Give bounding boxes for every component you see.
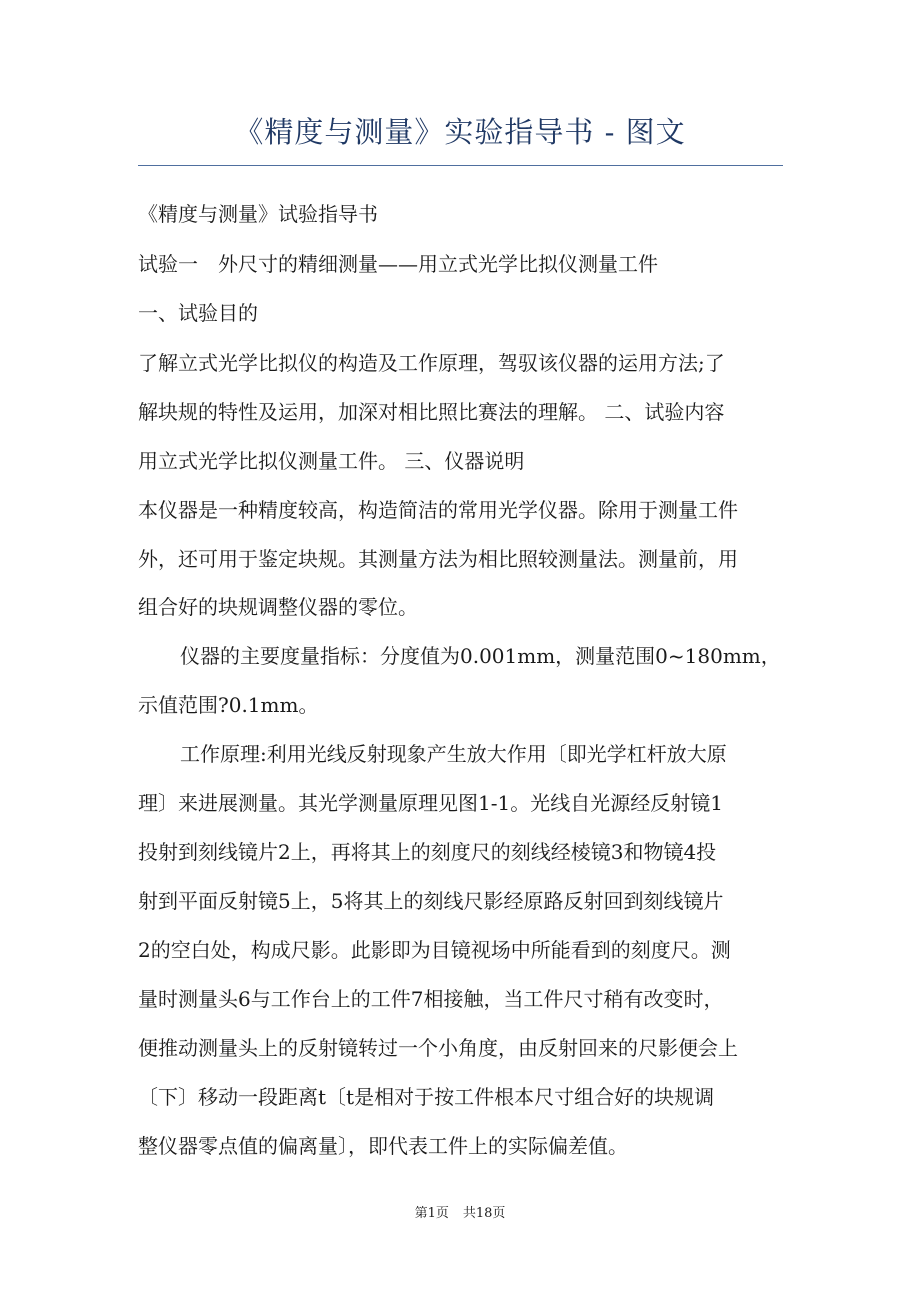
paragraph-line: 量时测量头6与工作台上的工件7相接触，当工件尺寸稍有改变时， — [138, 987, 724, 1011]
paragraph-line: 射到平面反射镜5上，5将其上的刻线尺影经原路反射回到刻线镜片 — [138, 889, 724, 913]
document-title: 《精度与测量》实验指导书 - 图文 — [234, 115, 686, 149]
title-divider — [138, 165, 783, 166]
page-number: 第1页 — [414, 1206, 449, 1221]
paragraph-line: 便推动测量头上的反射镜转过一个小角度，由反射回来的尺影便会上 — [138, 1036, 738, 1060]
paragraph-line: 工作原理:利用光线反射现象产生放大作用〔即光学杠杆放大原 — [180, 742, 727, 766]
paragraph-line: 本仪器是一种精度较高，构造简洁的常用光学仪器。除用于测量工件 — [138, 498, 738, 522]
experiment-title: 试验一 外尺寸的精细测量——用立式光学比拟仪测量工件 — [138, 252, 658, 276]
paragraph-line: 投射到刻线镜片2上，再将其上的刻度尺的刻线经棱镜3和物镜4投 — [138, 840, 717, 864]
paragraph-line: 整仪器零点值的偏离量〕，即代表工件上的实际偏差值。 — [138, 1134, 628, 1158]
paragraph-line: 示值范围?0.1mm。 — [138, 693, 319, 717]
page-footer — [0, 1204, 920, 1224]
paragraph-line: 解块规的特性及运用，加深对相比照比赛法的理解。 二、试验内容 — [138, 400, 725, 424]
paragraph-line: 外，还可用于鉴定块规。其测量方法为相比照较测量法。测量前，用 — [138, 547, 738, 571]
doc-heading: 《精度与测量》试验指导书 — [138, 202, 378, 226]
section-heading-purpose: 一、试验目的 — [138, 301, 258, 325]
paragraph-line: 〔下〕移动一段距离t〔t是相对于按工件根本尺寸组合好的块规调 — [138, 1085, 715, 1109]
page-total: 共18页 — [462, 1206, 506, 1221]
paragraph-line: 仪器的主要度量指标：分度值为0.001mm，测量范围0~180mm， — [180, 644, 781, 668]
paragraph-line: 组合好的块规调整仪器的零位。 — [138, 595, 418, 619]
paragraph-line: 2的空白处，构成尺影。此影即为目镜视场中所能看到的刻度尺。测 — [138, 938, 731, 962]
paragraph-line: 理〕来进展测量。其光学测量原理见图1-1。光线自光源经反射镜1 — [138, 791, 723, 815]
paragraph-line: 用立式光学比拟仪测量工件。 三、仪器说明 — [138, 449, 525, 473]
paragraph-line: 了解立式光学比拟仪的构造及工作原理，驾驭该仪器的运用方法;了 — [138, 351, 725, 375]
